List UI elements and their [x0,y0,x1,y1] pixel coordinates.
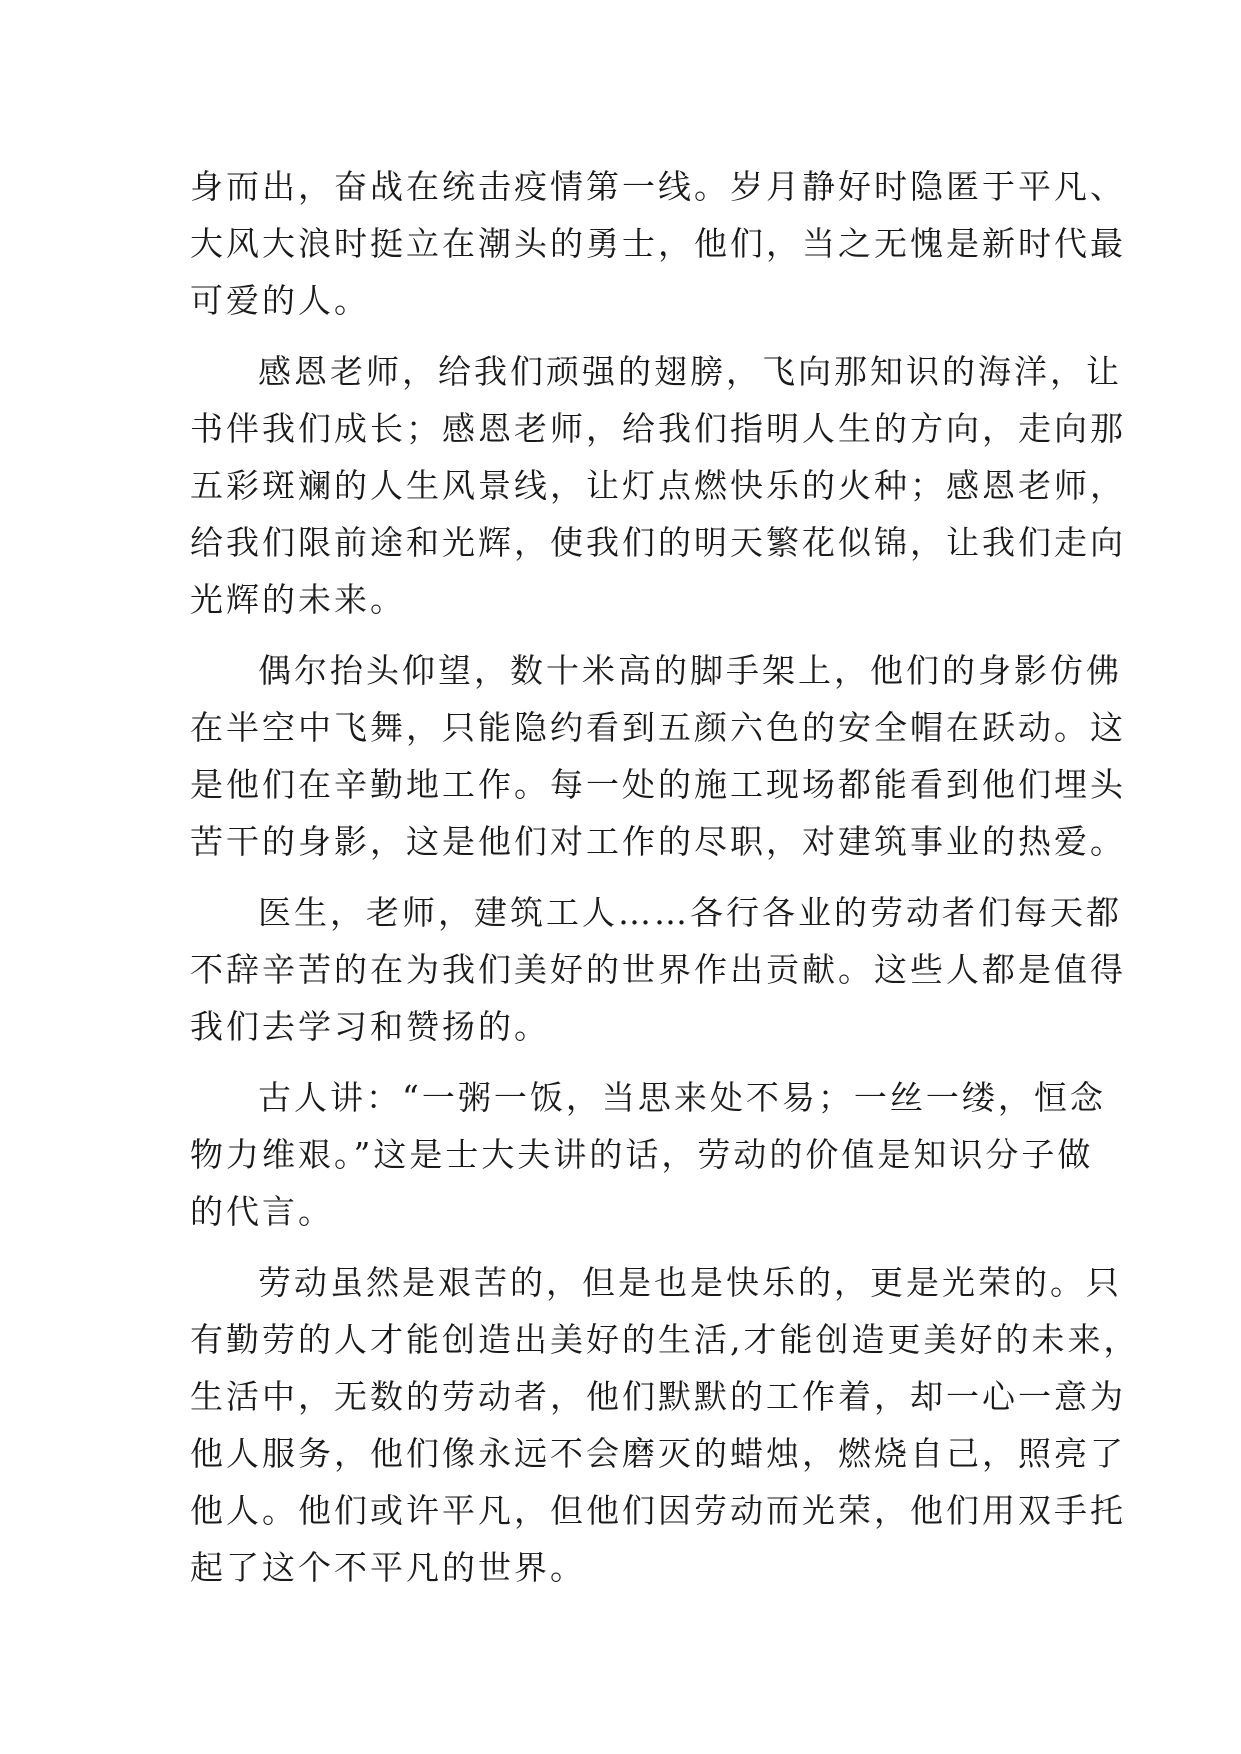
text-line: 五彩斑斓的人生风景线，让灯点燃快乐的火种；感恩老师， [190,466,1126,505]
text-line: 他人服务，他们像永远不会磨灭的蜡烛，燃烧自己，照亮了 [190,1434,1126,1473]
paragraph [190,343,1126,628]
text-line: 偶尔抬头仰望，数十米高的脚手架上，他们的身影仿佛 [258,651,1122,690]
paragraph [190,642,1126,870]
text-line: 我们去学习和赞扬的。 [190,1007,550,1046]
text-line: 给我们限前途和光辉，使我们的明天繁花似锦，让我们走向 [190,523,1126,562]
text-line: 劳动虽然是艰苦的，但是也是快乐的，更是光荣的。只 [258,1263,1122,1302]
paragraph [190,1069,1106,1240]
text-line: 不辞辛苦的在为我们美好的世界作出贡献。这些人都是值得 [190,950,1126,989]
text-line: 苦干的身影，这是他们对工作的尽职，对建筑事业的热爱。 [190,822,1126,861]
text-line: 身而出，奋战在统击疫情第一线。岁月静好时隐匿于平凡、 [190,167,1126,206]
text-line: 医生，老师，建筑工人……各行各业的劳动者们每天都 [258,893,1122,932]
text-line: 生活中，无数的劳动者，他们默默的工作着，却一心一意为 [190,1377,1126,1416]
text-line: 他人。他们或许平凡，但他们因劳动而光荣，他们用双手托 [190,1491,1126,1530]
text-line: 有勤劳的人才能创造出美好的生活,才能创造更美好的未来， [190,1320,1140,1359]
text-line: 古人讲：“一粥一饭，当思来处不易；一丝一缕，恒念 [258,1078,1106,1117]
text-line: 感恩老师，给我们顽强的翅膀，飞向那知识的海洋，让 [258,352,1122,391]
text-line: 是他们在辛勤地工作。每一处的施工现场都能看到他们埋头 [190,765,1126,804]
text-line: 可爱的人。 [190,281,370,320]
text-line: 光辉的未来。 [190,580,406,619]
text-line: 起了这个不平凡的世界。 [190,1548,586,1587]
paragraph [190,158,1126,329]
paragraph [190,1254,1140,1596]
text-line: 大风大浪时挺立在潮头的勇士，他们，当之无愧是新时代最 [190,224,1126,263]
body-text [190,158,1140,1610]
text-line: 在半空中飞舞，只能隐约看到五颜六色的安全帽在跃动。这 [190,708,1126,747]
text-line: 书伴我们成长；感恩老师，给我们指明人生的方向，走向那 [190,409,1126,448]
paragraph [190,884,1126,1055]
text-line: 的代言。 [190,1192,334,1231]
text-line: 物力维艰。”这是士大夫讲的话，劳动的价值是知识分子做 [190,1135,1094,1174]
